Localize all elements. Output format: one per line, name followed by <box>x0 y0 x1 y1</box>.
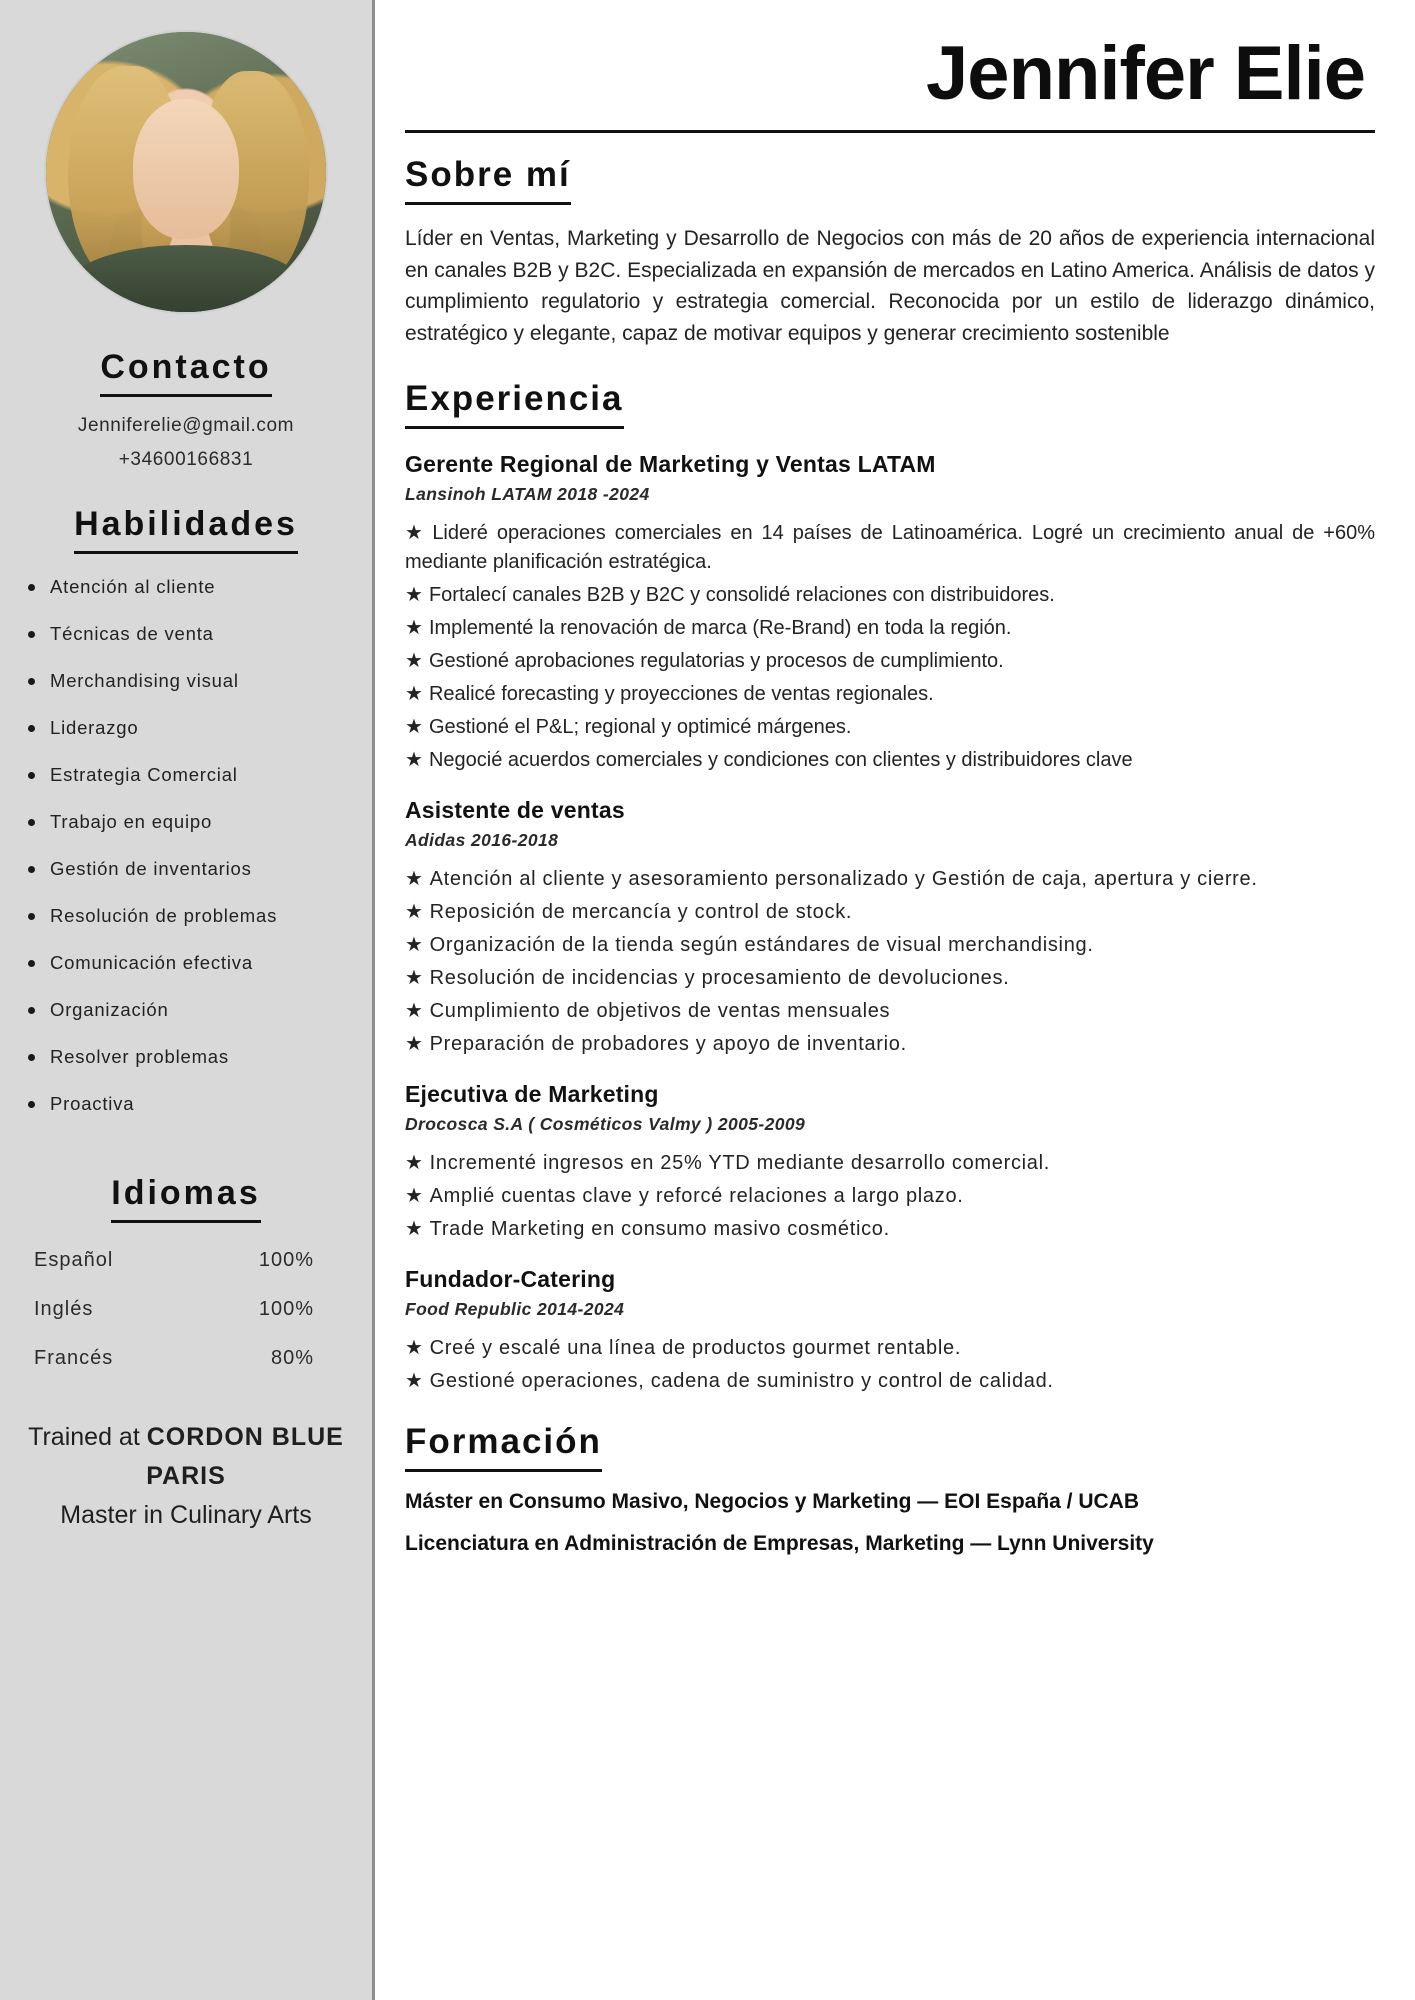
bullet-text: Reposición de mercancía y control de stock. <box>429 901 853 923</box>
bullet-text: Implementé la renovación de marca (Re-Brand) en toda la región. <box>428 617 1012 639</box>
list-item <box>405 647 1375 676</box>
avatar <box>44 30 328 314</box>
list-item <box>405 997 1375 1026</box>
bullet-text: Cumplimiento de objetivos de ventas mensuales <box>429 1000 891 1022</box>
list-item: Resolución de problemas <box>28 905 372 927</box>
contact-phone[interactable]: +34600166831 <box>118 449 254 470</box>
languages-heading: Idiomas <box>111 1174 260 1223</box>
list-item <box>405 1215 1375 1244</box>
bullet-text: Gestioné el P&L; regional y optimicé márgenes. <box>428 716 852 738</box>
list-item <box>405 1334 1375 1363</box>
list-item: Proactiva <box>28 1093 372 1115</box>
star-icon: ★ <box>405 522 427 544</box>
education-heading: Formación <box>405 1422 602 1472</box>
experience-item <box>405 451 1375 775</box>
bullet-text: Organización de la tienda según estándares de visual merchandising. <box>429 934 1094 956</box>
list-item: Atención al cliente <box>28 576 372 598</box>
about-text: Líder en Ventas, Marketing y Desarrollo de Negocios con más de 20 años de experiencia internacional en canales B2B y B2C. Especializada en expansión de mercados en Latino America. Análisis de datos y cumplimiento regulatorio y estrategia comercial. Reconocida por un estilo de liderazgo dinámico, estratégico y elegante, capaz de motivar equipos y generar crecimiento sostenible <box>405 227 1375 345</box>
list-item <box>405 519 1375 577</box>
language-level: 100% <box>258 1249 314 1271</box>
education-item: Licenciatura en Administración de Empresas, Marketing — Lynn University <box>405 1532 1154 1555</box>
job-bullets <box>405 1149 1375 1244</box>
list-item: Resolver problemas <box>28 1046 372 1068</box>
star-icon: ★ <box>405 617 423 639</box>
job-meta: Food Republic 2014-2024 <box>405 1299 625 1319</box>
experience-item <box>405 1081 1375 1244</box>
training-prefix: Trained at <box>28 1423 147 1451</box>
list-item <box>405 865 1375 894</box>
skills-heading: Habilidades <box>74 505 298 554</box>
star-icon: ★ <box>405 683 423 705</box>
list-item: Técnicas de venta <box>28 623 372 645</box>
list-item <box>405 680 1375 709</box>
list-item: Merchandising visual <box>28 670 372 692</box>
list-item <box>405 898 1375 927</box>
bullet-text: Amplié cuentas clave y reforcé relaciones a largo plazo. <box>429 1185 964 1207</box>
star-icon: ★ <box>405 1218 424 1240</box>
bullet-text: Trade Marketing en consumo masivo cosmético. <box>429 1218 890 1240</box>
list-item <box>405 713 1375 742</box>
list-item: Trabajo en equipo <box>28 811 372 833</box>
language-name: Francés <box>34 1347 114 1369</box>
star-icon: ★ <box>405 1033 424 1055</box>
list-item <box>405 746 1375 775</box>
language-name: Inglés <box>34 1298 94 1320</box>
star-icon: ★ <box>405 716 423 738</box>
about-heading: Sobre mí <box>405 155 571 205</box>
bullet-text: Preparación de probadores y apoyo de inventario. <box>429 1033 907 1055</box>
main-content <box>375 0 1415 2000</box>
job-title: Fundador-Catering <box>405 1266 616 1292</box>
training-institution: CORDON BLUE PARIS <box>146 1423 344 1490</box>
star-icon: ★ <box>405 967 424 989</box>
bullet-text: Gestioné operaciones, cadena de suministro y control de calidad. <box>429 1370 1054 1392</box>
language-row <box>0 1249 372 1272</box>
contact-section <box>0 314 372 397</box>
star-icon: ★ <box>405 901 424 923</box>
star-icon: ★ <box>405 1000 424 1022</box>
page-title: Jennifer Elie <box>926 31 1365 116</box>
list-item: Liderazgo <box>28 717 372 739</box>
list-item: Comunicación efectiva <box>28 952 372 974</box>
contact-heading: Contacto <box>100 348 271 397</box>
bullet-text: Lideré operaciones comerciales en 14 países de Latinoamérica. Logré un crecimiento anual de +60% mediante planificación estratégica. <box>405 522 1376 573</box>
list-item <box>405 614 1375 643</box>
list-item <box>405 1030 1375 1059</box>
language-row <box>0 1347 372 1370</box>
star-icon: ★ <box>405 1152 424 1174</box>
job-bullets <box>405 519 1375 775</box>
job-title: Gerente Regional de Marketing y Ventas LATAM <box>405 451 936 477</box>
job-meta: Drocosca S.A ( Cosméticos Valmy ) 2005-2009 <box>405 1114 806 1134</box>
training-degree: Master in Culinary Arts <box>60 1500 312 1529</box>
list-item: Organización <box>28 999 372 1021</box>
title-rule <box>405 130 1375 133</box>
bullet-text: Gestioné aprobaciones regulatorias y procesos de cumplimiento. <box>428 650 1004 672</box>
contact-email[interactable]: Jenniferelie@gmail.com <box>77 415 295 436</box>
list-item <box>405 964 1375 993</box>
job-bullets <box>405 865 1375 1059</box>
training-block <box>22 1418 350 1534</box>
star-icon: ★ <box>405 868 424 890</box>
job-title: Ejecutiva de Marketing <box>405 1081 659 1107</box>
list-item <box>405 581 1375 610</box>
star-icon: ★ <box>405 934 424 956</box>
experience-heading: Experiencia <box>405 379 624 429</box>
bullet-text: Negocié acuerdos comerciales y condiciones con clientes y distribuidores clave <box>428 749 1133 771</box>
job-title: Asistente de ventas <box>405 797 625 823</box>
list-item <box>405 1182 1375 1211</box>
star-icon: ★ <box>405 1185 424 1207</box>
language-row <box>0 1298 372 1321</box>
education-item: Máster en Consumo Masivo, Negocios y Marketing — EOI España / UCAB <box>405 1490 1139 1513</box>
job-meta: Lansinoh LATAM 2018 -2024 <box>405 484 650 504</box>
bullet-text: Realicé forecasting y proyecciones de ventas regionales. <box>428 683 934 705</box>
bullet-text: Incrementé ingresos en 25% YTD mediante desarrollo comercial. <box>429 1152 1051 1174</box>
skills-list <box>0 576 372 1115</box>
languages-section <box>0 1140 372 1223</box>
skills-section <box>0 471 372 554</box>
star-icon: ★ <box>405 1337 424 1359</box>
experience-item <box>405 1266 1375 1396</box>
bullet-text: Atención al cliente y asesoramiento personalizado y Gestión de caja, apertura y cierre. <box>429 868 1258 890</box>
bullet-text: Creé y escalé una línea de productos gourmet rentable. <box>429 1337 962 1359</box>
list-item <box>405 931 1375 960</box>
experience-item <box>405 797 1375 1059</box>
list-item: Gestión de inventarios <box>28 858 372 880</box>
star-icon: ★ <box>405 584 423 606</box>
language-level: 100% <box>258 1298 314 1320</box>
job-meta: Adidas 2016-2018 <box>405 830 559 850</box>
star-icon: ★ <box>405 749 423 771</box>
list-item <box>405 1149 1375 1178</box>
avatar-image <box>46 32 326 312</box>
bullet-text: Resolución de incidencias y procesamiento de devoluciones. <box>429 967 1010 989</box>
bullet-text: Fortalecí canales B2B y B2C y consolidé relaciones con distribuidores. <box>428 584 1055 606</box>
list-item: Estrategia Comercial <box>28 764 372 786</box>
star-icon: ★ <box>405 650 423 672</box>
star-icon: ★ <box>405 1370 424 1392</box>
sidebar <box>0 0 372 2000</box>
job-bullets <box>405 1334 1375 1396</box>
language-name: Español <box>34 1249 114 1271</box>
language-level: 80% <box>270 1347 314 1369</box>
list-item <box>405 1367 1375 1396</box>
